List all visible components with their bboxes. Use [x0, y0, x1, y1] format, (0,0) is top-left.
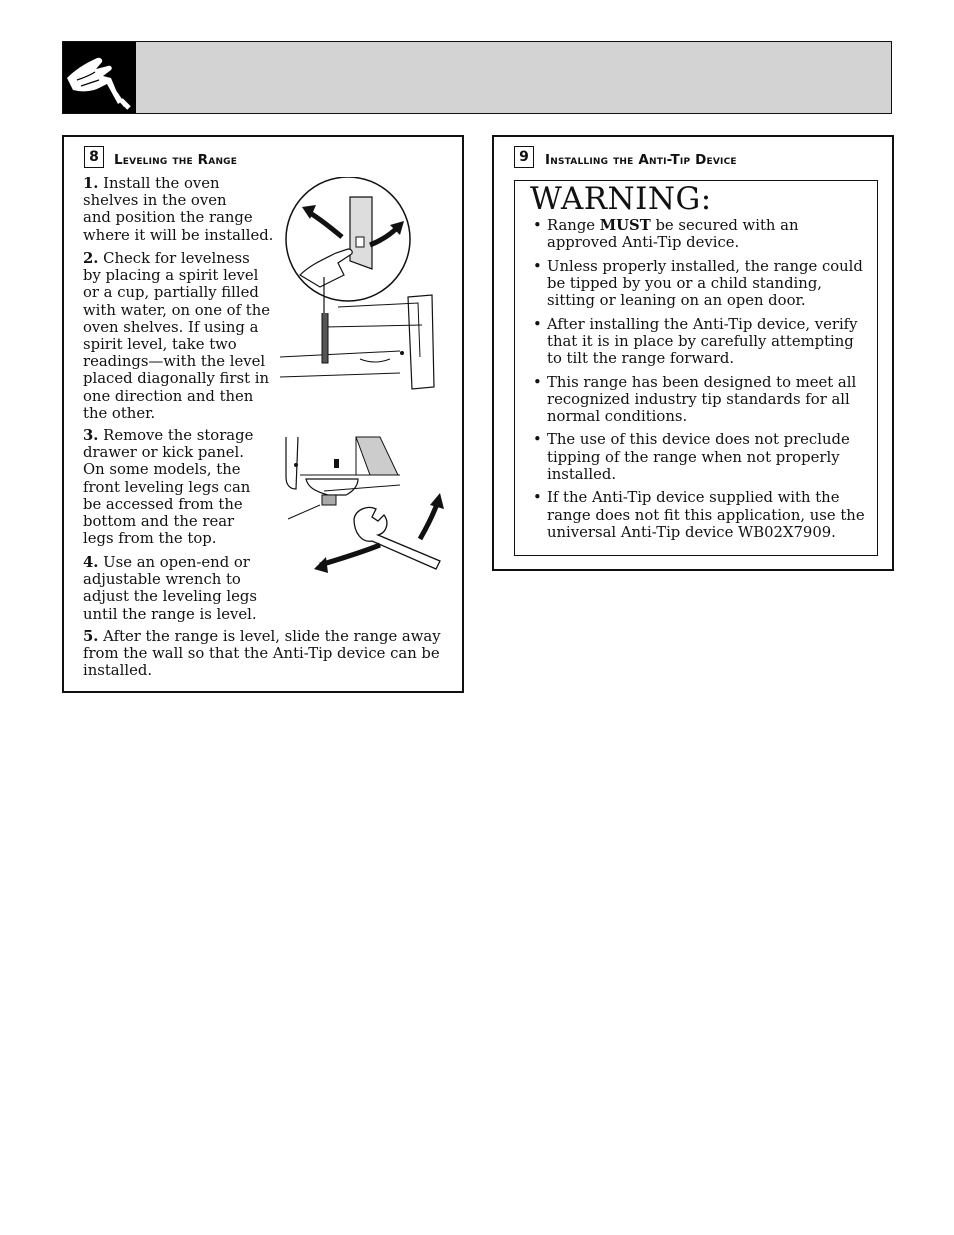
instruction-step-5: 5. After the range is level, slide the range away from the wall so that the Anti-Tip device can be installed. [83, 628, 441, 680]
warning-item: • Range MUST be secured with an approved Anti-Tip device. [533, 217, 871, 251]
warning-box [514, 180, 878, 556]
hand-screwdriver-icon [63, 42, 136, 113]
warning-item: • This range has been designed to meet all recognized industry tip standards for all normal conditions. [533, 374, 871, 426]
warning-item: • If the Anti-Tip device supplied with the range does not fit this application, use the universal Anti-Tip device WB02X7909. [533, 489, 871, 541]
warning-item: • After installing the Anti-Tip device, verify that it is in place by carefully attempting to tilt the range forward. [533, 316, 871, 368]
section-title: Leveling the Range [114, 152, 238, 168]
leveling-leg-wrench-illustration [280, 429, 450, 579]
instruction-step-3: 3. Remove the storage drawer or kick panel. On some models, the front leveling legs can be accessed from the bottom and the rear legs from the top. [83, 427, 254, 548]
step-number-badge: 8 [84, 146, 104, 168]
page-header-bar [62, 41, 892, 114]
warning-item: • Unless properly installed, the range could be tipped by you or a child standing, sitting or leaning on an open door. [533, 258, 871, 310]
warning-list [533, 217, 871, 547]
step-number-badge: 9 [514, 146, 534, 168]
instruction-step-4: 4. Use an open-end or adjustable wrench to adjust the leveling legs until the range is level. [83, 554, 257, 623]
instruction-step-1: 1. Install the oven shelves in the oven and position the range where it will be installed. [83, 175, 274, 244]
oven-shelf-level-illustration [280, 177, 440, 402]
anti-tip-panel [492, 135, 894, 571]
warning-item: • The use of this device does not preclude tipping of the range when not properly installed. [533, 431, 871, 483]
section-title: Installing the Anti-Tip Device [545, 152, 737, 168]
instruction-step-2: 2. Check for levelness by placing a spirit level or a cup, partially filled with water, on one of the oven shelves. If using a spirit level, take two readings—with the level placed diagonally first in one direction and then the other. [83, 250, 270, 422]
leveling-range-panel [62, 135, 464, 693]
warning-title: WARNING: [530, 181, 712, 217]
